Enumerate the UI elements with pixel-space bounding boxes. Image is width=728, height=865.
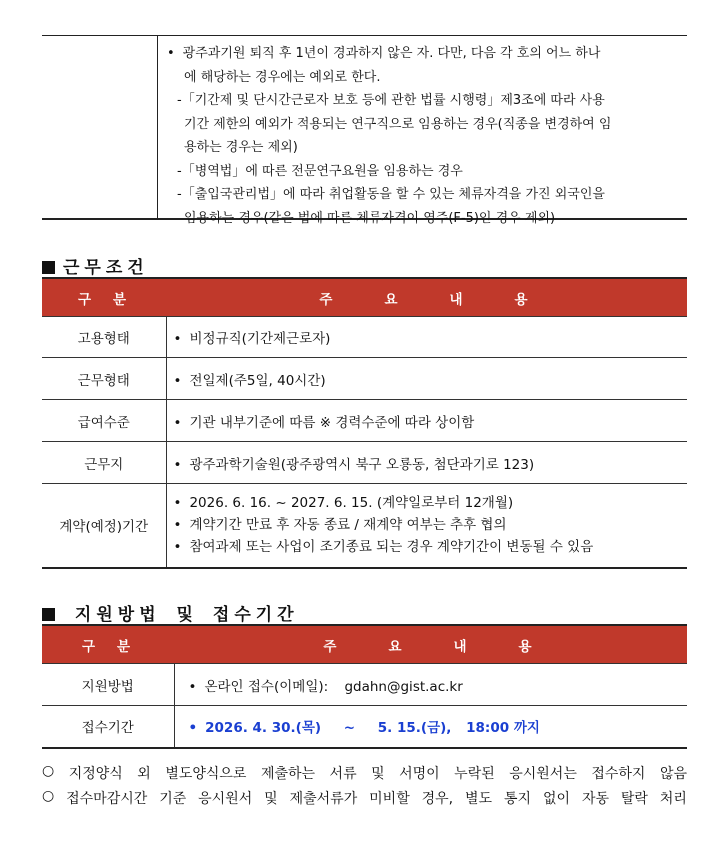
section-title: 근무조건 xyxy=(63,258,149,278)
value-text: 전일제(주5일, 40시간) xyxy=(189,372,326,389)
exception-item-3: -「출입국관리법」에 따라 취업활동을 할 수 있는 체류자격을 가진 외국인을 xyxy=(177,187,605,202)
section-heading-application xyxy=(42,600,299,625)
note-word: 미비할 xyxy=(369,791,410,807)
note-word: 누락된 xyxy=(454,766,495,782)
table-row xyxy=(42,317,687,358)
period-start: 2026. 4. 30.(목) xyxy=(205,720,322,737)
section-title-word: 접수기간 xyxy=(212,605,299,625)
application-table xyxy=(42,624,687,749)
circle-bullet-icon: ○ xyxy=(42,763,55,779)
note-word: 응시원서는 xyxy=(509,766,577,782)
table-row xyxy=(42,484,687,568)
row-label: 근무형태 xyxy=(42,358,166,400)
note-word: 자동 xyxy=(581,791,609,807)
eligibility-exception-text xyxy=(167,42,687,230)
note-word: 및 xyxy=(371,766,385,782)
bullet-mark: • xyxy=(173,456,182,473)
bullet-mark: • xyxy=(167,46,175,61)
note-word: 응시원서 xyxy=(198,791,253,807)
row-label: 급여수준 xyxy=(42,400,166,442)
table-row xyxy=(42,706,687,748)
value-text: 비정규직(기간제근로자) xyxy=(189,331,331,347)
eligibility-text-line: 에 해당하는 경우에는 예외로 한다. xyxy=(184,69,381,85)
eligibility-bullet-line xyxy=(167,42,687,66)
column-divider xyxy=(157,36,158,218)
note-word: 없이 xyxy=(542,791,571,807)
table-row xyxy=(42,400,687,442)
method-text: 온라인 접수(이메일): xyxy=(204,678,329,695)
exception-item-1-cont: 기간 제한의 예외가 적용되는 연구직으로 임용하는 경우(직종을 변경하여 임 xyxy=(184,116,612,132)
note-word: 별도 xyxy=(465,791,493,807)
note-word: 경우, xyxy=(421,791,454,807)
note-word: 통지 xyxy=(504,791,532,807)
table-row xyxy=(42,442,687,484)
row-label: 근무지 xyxy=(42,442,166,484)
value-text: 참여과제 또는 사업이 조기종료 되는 경우 계약기간이 변동될 수 있음 xyxy=(189,539,594,556)
row-value xyxy=(166,442,687,484)
row-value xyxy=(174,664,687,706)
note-word: 처리 xyxy=(659,791,687,807)
eligibility-table-fragment xyxy=(42,35,687,226)
exception-item-3-cont: 임용하는 경우(같은 법에 따른 체류자격이 영주(F-5)인 경우 제외) xyxy=(184,210,556,226)
section-title-word: 및 xyxy=(176,605,195,625)
bullet-mark: • xyxy=(173,539,182,556)
note-word: 접수하지 xyxy=(591,766,646,782)
value-text: 광주과학기술원(광주광역시 북구 오룡동, 첨단과기로 123) xyxy=(189,456,535,473)
bullet-mark: • xyxy=(173,331,182,347)
bullet-mark: • xyxy=(173,414,182,431)
exception-item-1-cont: 용하는 경우는 제외) xyxy=(184,140,298,155)
note-word: 제출하는 xyxy=(260,766,316,782)
note-word: 기준 xyxy=(159,791,187,807)
bullet-mark: • xyxy=(173,372,182,389)
bullet-mark: • xyxy=(173,517,182,534)
bullet-mark: • xyxy=(188,720,198,737)
table-header-row xyxy=(42,278,687,317)
note-word: 서류 xyxy=(329,766,357,782)
value-text: 2026. 6. 16. ~ 2027. 6. 15. (계약일로부터 12개월) xyxy=(189,495,514,512)
note-word: 제출서류가 xyxy=(289,791,358,807)
row-value xyxy=(166,358,687,400)
header-category: 구분 xyxy=(42,278,166,317)
header-category: 구분 xyxy=(42,625,174,664)
header-main-content: 주요내용 xyxy=(174,625,687,664)
note-word: 접수마감시간 xyxy=(66,791,148,807)
row-value xyxy=(166,317,687,358)
table-row xyxy=(42,664,687,706)
note-line-2 xyxy=(42,788,687,808)
period-end: 5. 15.(금), xyxy=(377,720,452,737)
table-row xyxy=(42,358,687,400)
period-separator: ~ xyxy=(343,720,356,737)
exception-item-2: -「병역법」에 따른 전문연구요원을 임용하는 경우 xyxy=(177,163,463,179)
contact-email[interactable]: gdahn@gist.ac.kr xyxy=(344,678,463,695)
bullet-mark: • xyxy=(173,495,182,512)
exception-item-1: -「기간제 및 단시간근로자 보호 등에 관한 법률 시행령」제3조에 따라 사용 xyxy=(177,93,605,108)
note-line-1 xyxy=(42,763,687,783)
work-conditions-table xyxy=(42,277,687,569)
header-main-content: 주요내용 xyxy=(166,278,687,317)
circle-bullet-icon: ○ xyxy=(42,788,55,804)
note-word: 탈락 xyxy=(620,791,648,807)
row-label: 접수기간 xyxy=(42,706,174,748)
note-word: 외 xyxy=(137,766,151,782)
section-heading-work-conditions xyxy=(42,253,149,278)
period-deadline-time: 18:00 까지 xyxy=(466,720,540,737)
row-label: 지원방법 xyxy=(42,664,174,706)
note-word: 및 xyxy=(264,791,278,807)
eligibility-text-line: 광주과기원 퇴직 후 1년이 경과하지 않은 자. 다만, 다음 각 호의 어느 하나 xyxy=(182,46,601,61)
table-header-row xyxy=(42,625,687,664)
bullet-mark: • xyxy=(188,678,197,695)
row-value xyxy=(166,484,687,568)
row-value xyxy=(166,400,687,442)
value-text: 기관 내부기준에 따름 ※ 경력수준에 따라 상이함 xyxy=(189,414,475,431)
row-label: 계약(예정)기간 xyxy=(42,484,166,568)
application-period-value xyxy=(174,706,687,748)
square-bullet-icon xyxy=(42,261,55,274)
square-bullet-icon xyxy=(42,608,55,621)
row-label: 고용형태 xyxy=(42,317,166,358)
value-text: 계약기간 만료 후 자동 종료 / 재계약 여부는 추후 협의 xyxy=(189,517,507,534)
note-word: 서명이 xyxy=(399,766,440,782)
note-word: 별도양식으로 xyxy=(165,766,247,782)
section-title-word: 지원방법 xyxy=(74,605,161,625)
note-word: 않음 xyxy=(659,766,687,782)
note-word: 지정양식 xyxy=(68,766,123,782)
